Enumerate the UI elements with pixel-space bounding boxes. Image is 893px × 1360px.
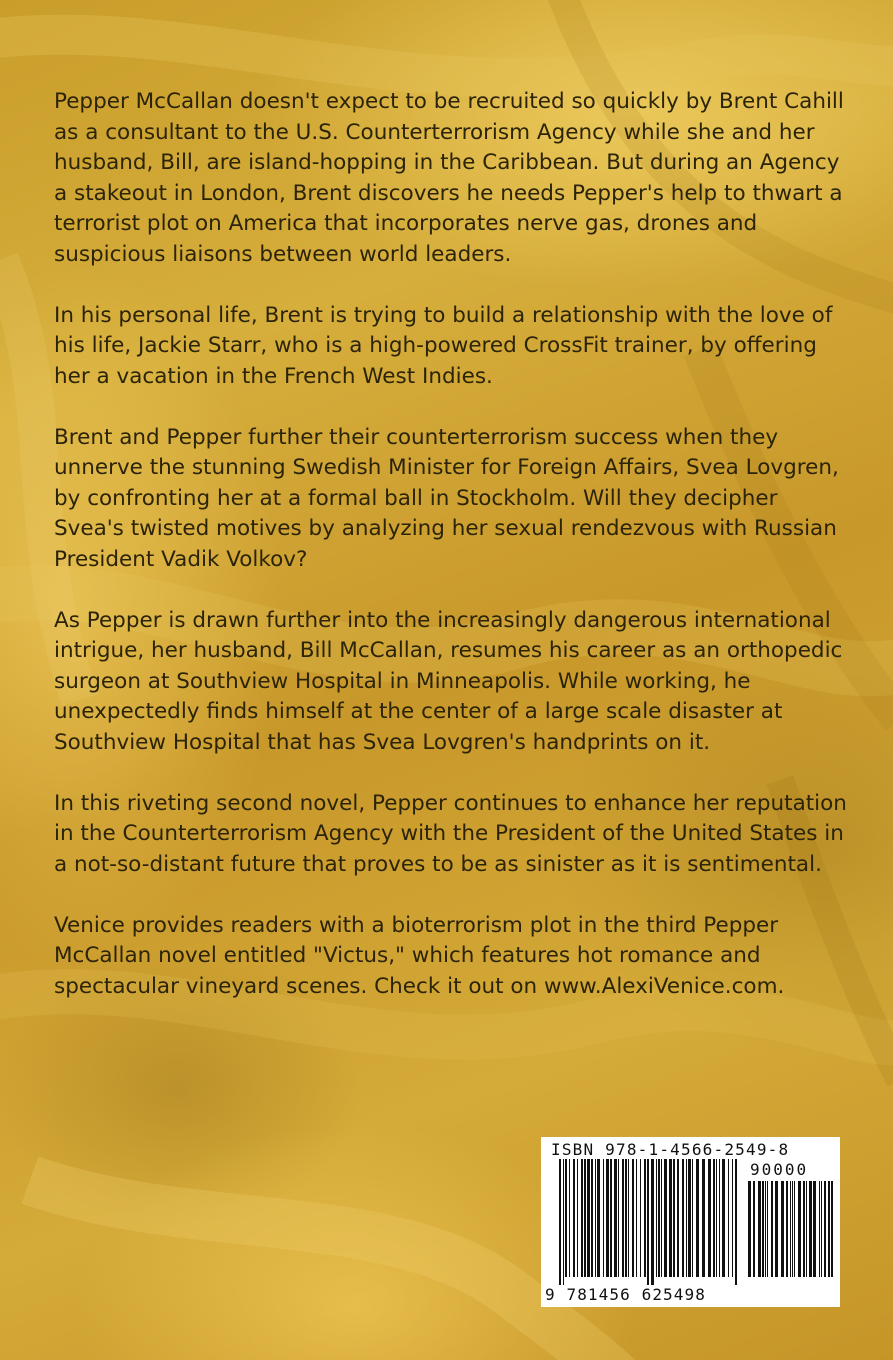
barcode-bar — [688, 1159, 691, 1277]
barcode-bar — [603, 1159, 604, 1277]
blurb-paragraph-6: Venice provides readers with a bioterrorism plot in the third Pepper McCallan novel entitled "Victus," which features hot romance and spectacular vineyard scenes. Check it out on www.AlexiVenice.com. — [54, 912, 785, 999]
isbn-label: ISBN 978-1-4566-2549-8 — [551, 1140, 790, 1159]
barcode-bar — [790, 1181, 791, 1277]
barcode-bar — [673, 1159, 675, 1277]
barcode-bar — [692, 1159, 693, 1277]
barcode-bar — [758, 1181, 761, 1277]
barcode-bar — [762, 1181, 764, 1277]
ean-digits: 9 781456 625498 — [545, 1285, 706, 1304]
barcode-bar — [803, 1181, 805, 1277]
barcode-bar — [647, 1159, 649, 1285]
barcode-bar — [636, 1159, 637, 1277]
barcode-bar — [821, 1181, 822, 1277]
barcode-bar — [651, 1159, 654, 1285]
barcode-bar — [563, 1159, 564, 1285]
barcode-bar — [640, 1159, 641, 1277]
barcode-bar — [771, 1181, 773, 1277]
barcode-bar — [702, 1159, 705, 1277]
barcode-bar — [713, 1159, 715, 1277]
barcode-bar — [658, 1159, 660, 1277]
barcode-bar — [735, 1159, 737, 1285]
barcode-bar — [625, 1159, 627, 1277]
barcode-bar — [767, 1181, 768, 1277]
blurb-paragraph-3: Brent and Pepper further their counterterrorism success when they unnerve the stunning Swedish Minister for Foreign Affairs, Svea Lovgren, by confronting her at a formal ball in Stockholm. Will they decipher Svea's twisted motives by analyzing her sexual rendezvous with Russian President Vadik Volkov? — [54, 424, 839, 572]
barcode-bar — [813, 1181, 816, 1277]
barcode-bar — [622, 1159, 624, 1277]
barcode-bar — [682, 1159, 684, 1277]
barcode-bar — [819, 1181, 820, 1277]
barcode-bar — [569, 1159, 570, 1277]
barcode-bar — [581, 1159, 583, 1277]
barcode-bar — [792, 1181, 793, 1277]
barcode-bar — [765, 1181, 766, 1277]
barcode-bar — [669, 1159, 672, 1277]
barcode-bar — [728, 1159, 729, 1277]
barcode-bar — [753, 1181, 755, 1277]
barcode-bar — [781, 1181, 784, 1277]
barcode-bar — [565, 1159, 567, 1277]
barcode-bar — [628, 1159, 629, 1277]
barcode-bar — [722, 1159, 725, 1277]
barcode-bar — [606, 1159, 609, 1277]
blurb-paragraph-2: In his personal life, Brent is trying to build a relationship with the love of his life, Jackie Starr, who is a high-powered CrossFit trainer, by offering her a vacation in the French West Indies. — [54, 302, 833, 389]
back-cover-blurb — [54, 87, 854, 1033]
barcode-bar — [828, 1181, 830, 1277]
barcode-bar — [644, 1159, 646, 1277]
barcode-bar — [664, 1159, 667, 1277]
barcode-bar — [719, 1159, 720, 1277]
price-addon-code: 90000 — [750, 1160, 809, 1179]
barcode-bar — [610, 1159, 612, 1277]
barcode-bar — [831, 1181, 833, 1277]
barcode-bar — [677, 1159, 679, 1277]
barcode-bar — [809, 1181, 812, 1277]
barcode-bar — [577, 1159, 578, 1277]
barcode-bar — [696, 1159, 699, 1277]
barcode-bar — [775, 1181, 778, 1277]
barcode-bar — [661, 1159, 662, 1277]
barcode-bar — [597, 1159, 600, 1277]
barcode-bar — [632, 1159, 634, 1277]
blurb-paragraph-1: Pepper McCallan doesn't expect to be recruited so quickly by Brent Cahill as a consultant to the U.S. Counterterrorism Agency while she and her husband, Bill, are island-hopping in the Caribbean. But during an Agency a stakeout in London, Brent discovers he needs Pepper's help to thwart a terrorist plot on America that incorporates nerve gas, drones and suspicious liaisons between world leaders. — [54, 89, 844, 267]
barcode-bar — [618, 1159, 619, 1277]
barcode-bar — [656, 1159, 657, 1277]
barcode-bar — [573, 1159, 575, 1277]
barcode-bar — [794, 1181, 795, 1277]
barcode-bar — [708, 1159, 711, 1277]
barcode-bar — [824, 1181, 826, 1277]
addon-barcode-bars — [748, 1181, 836, 1285]
barcode-bar — [732, 1159, 733, 1277]
barcode-bar — [786, 1181, 788, 1277]
barcode-bar — [748, 1181, 751, 1277]
barcode-bar — [806, 1181, 807, 1277]
barcode-bar — [591, 1159, 593, 1277]
barcode-bar — [595, 1159, 596, 1277]
barcode-bar — [584, 1159, 586, 1277]
isbn-barcode — [541, 1137, 840, 1307]
barcode-bar — [798, 1181, 801, 1277]
blurb-paragraph-4: As Pepper is drawn further into the increasingly dangerous international intrigue, her husband, Bill McCallan, resumes his career as an orthopedic surgeon at Southview Hospital in Minneapolis. While working, he unexpectedly finds himself at the center of a large scale disaster at Southview Hospital that has Svea Lovgren's handprints on it. — [54, 607, 843, 755]
barcode-bar — [559, 1159, 561, 1285]
barcode-bar — [686, 1159, 687, 1277]
barcode-bar — [716, 1159, 717, 1277]
ean-barcode-bars — [559, 1159, 739, 1285]
barcode-bar — [587, 1159, 590, 1277]
blurb-paragraph-5: In this riveting second novel, Pepper continues to enhance her reputation in the Counterterrorism Agency with the President of the United States in a not-so-distant future that proves to be as sinister as it is sentimental. — [54, 790, 847, 877]
barcode-bar — [614, 1159, 617, 1277]
